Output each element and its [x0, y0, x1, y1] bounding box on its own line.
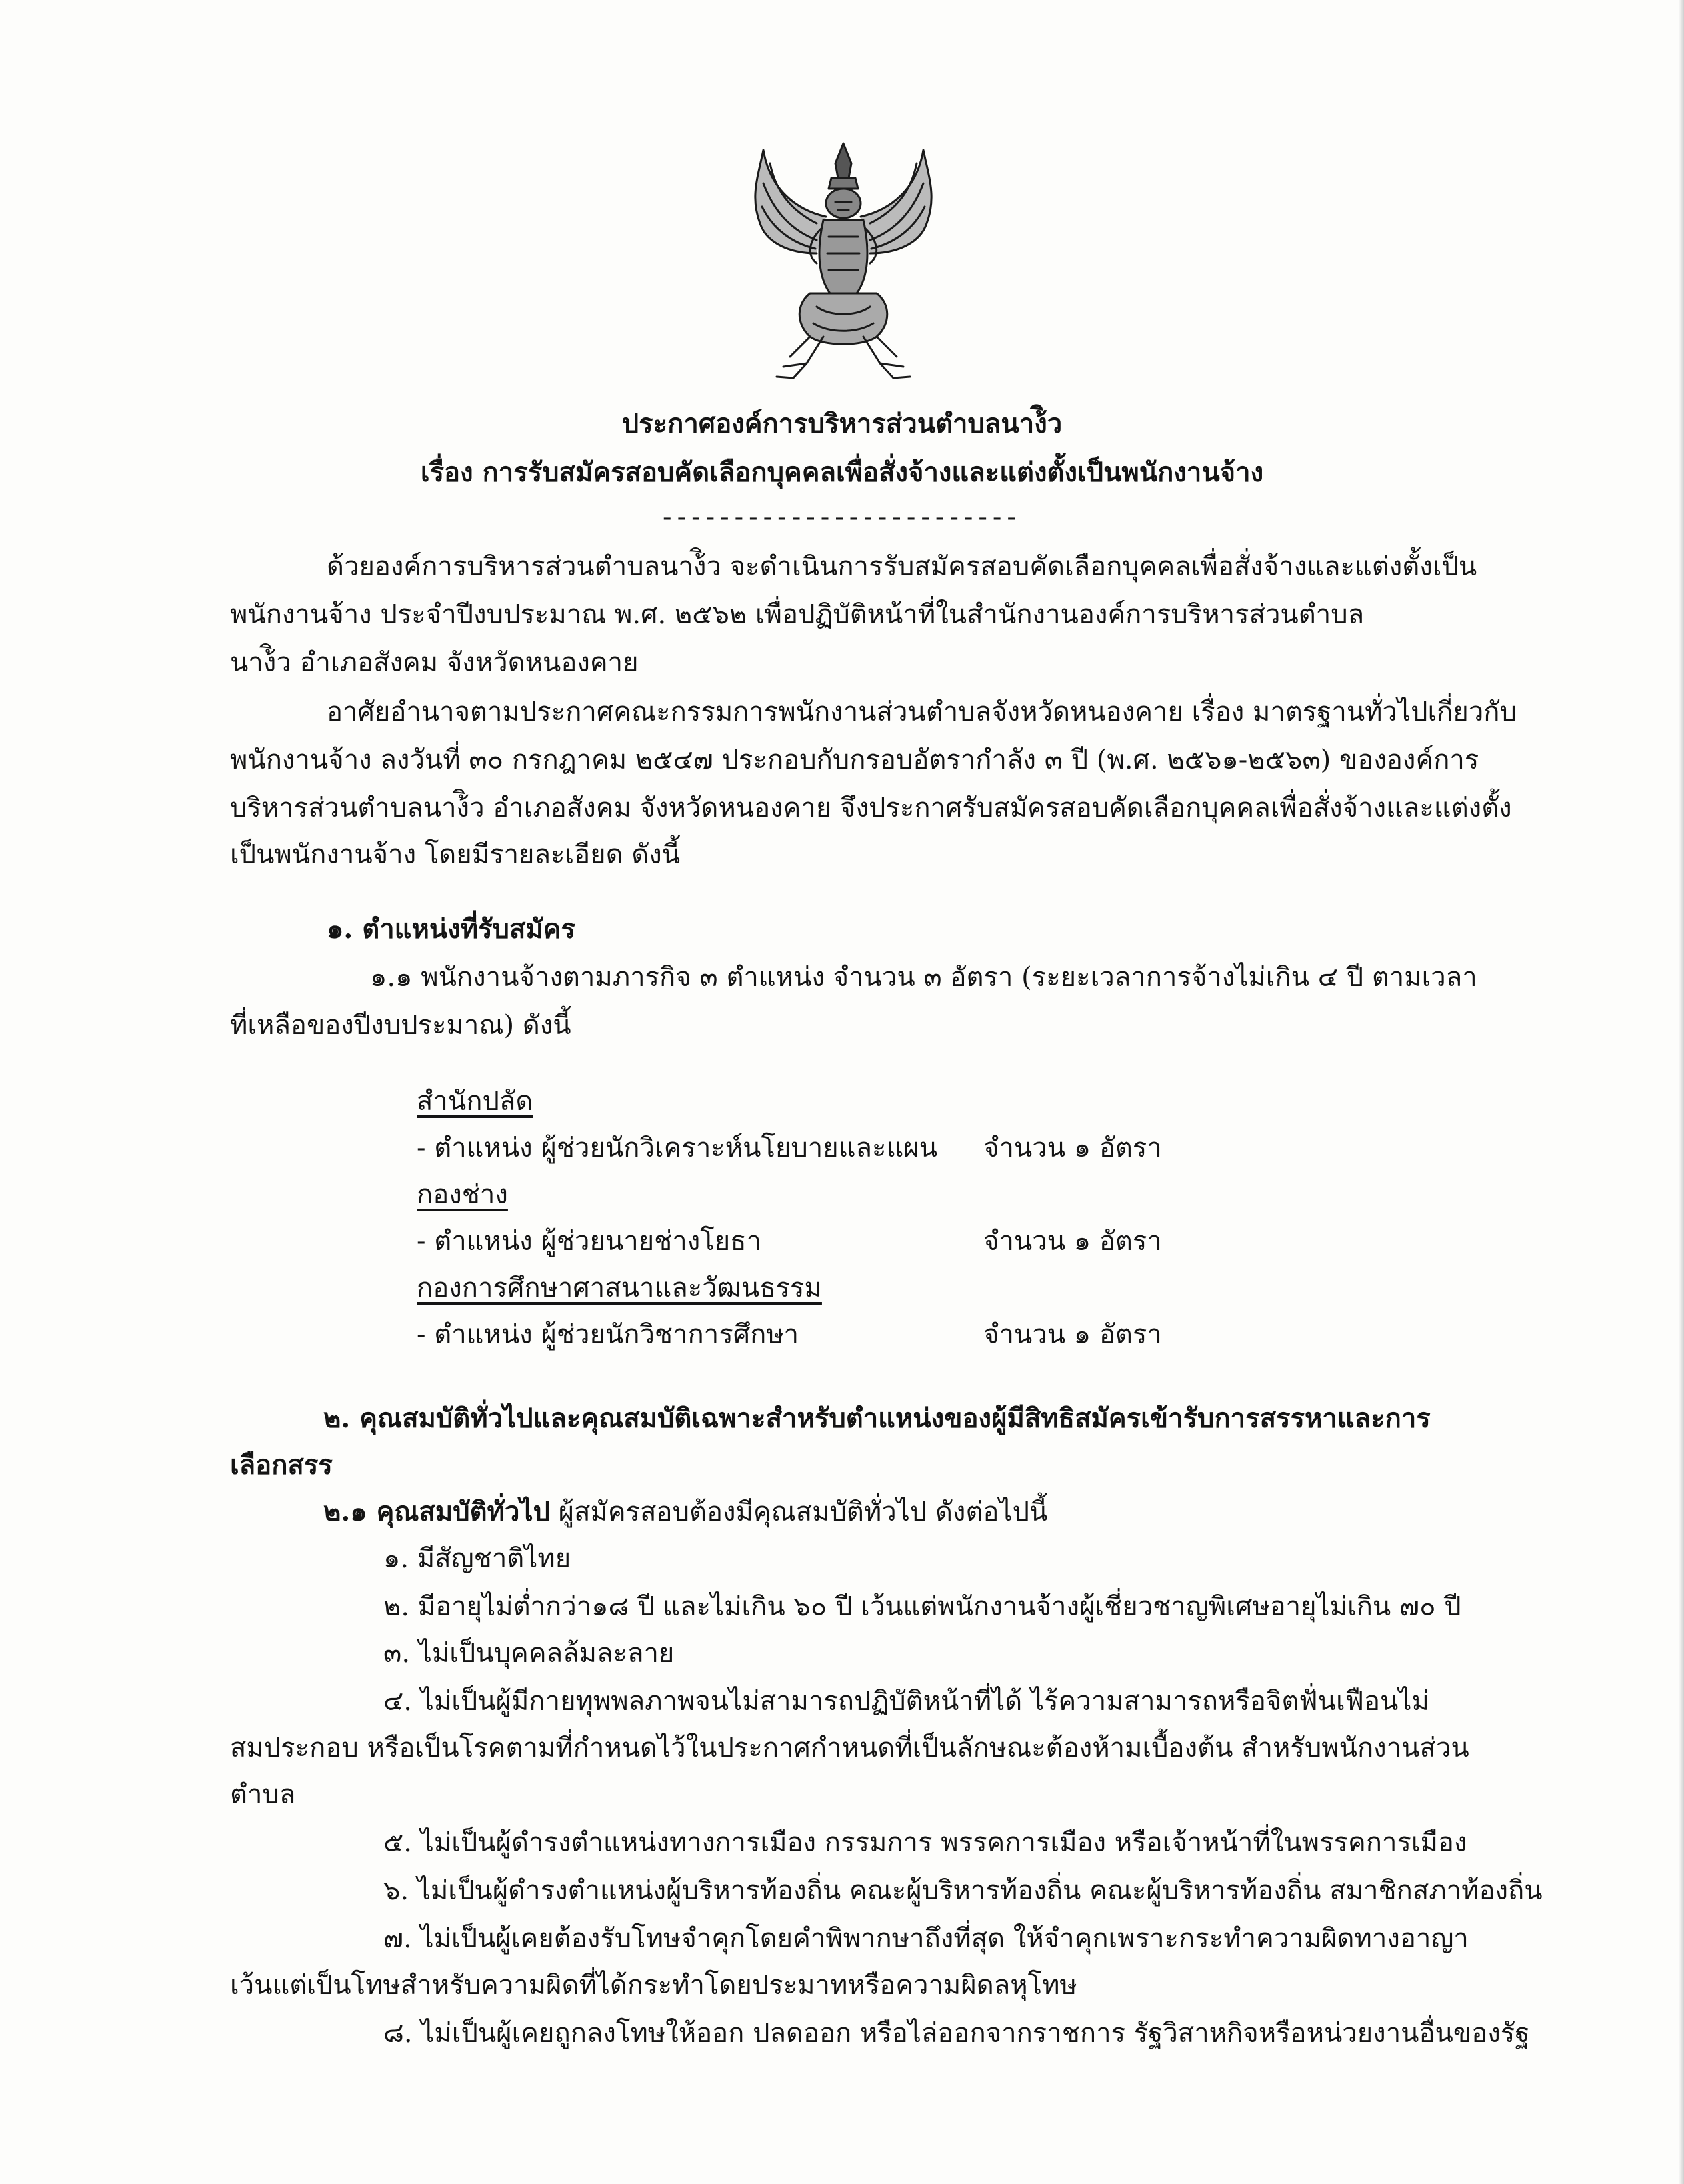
- intro-paragraph-2-line-1: อาศัยอำนาจตามประกาศคณะกรรมการพนักงานส่วนตำบลจังหวัดหนองคาย เรื่อง มาตรฐานทั่วไปเกี่ยวกับ: [327, 697, 1517, 727]
- department-name: สำนักปลัด: [417, 1086, 533, 1117]
- qualification-item-continued: เว้นแต่เป็นโทษสำหรับความผิดที่ได้กระทำโดยประมาทหรือความผิดลหุโทษ: [230, 1970, 1077, 2001]
- department-name: กองการศึกษาศาสนาและวัฒนธรรม: [417, 1273, 822, 1303]
- qualification-item: ๗. ไม่เป็นผู้เคยต้องรับโทษจำคุกโดยคำพิพากษาถึงที่สุด ให้จำคุกเพราะกระทำความผิดทางอาญา: [383, 1923, 1469, 1954]
- section-2-1-intro: ผู้สมัครสอบต้องมีคุณสมบัติทั่วไป ดังต่อไปนี้: [549, 1497, 1048, 1527]
- section-1-heading: ๑. ตำแหน่งที่รับสมัคร: [327, 913, 575, 945]
- section-2-1-heading: ๒.๑ คุณสมบัติทั่วไป: [323, 1496, 550, 1527]
- announcement-subject: เรื่อง การรับสมัครสอบคัดเลือกบุคคลเพื่อสั่งจ้างและแต่งตั้งเป็นพนักงานจ้าง: [420, 457, 1264, 488]
- position-count: จำนวน ๑ อัตรา: [983, 1319, 1162, 1350]
- scan-edge-shadow: [1679, 0, 1684, 2184]
- position-count: จำนวน ๑ อัตรา: [983, 1133, 1162, 1163]
- section-1-1-line-2: ที่เหลือของปีงบประมาณ) ดังนี้: [230, 1010, 571, 1041]
- qualification-item-continued: ตำบล: [230, 1779, 296, 1810]
- section-1-1-line-1: ๑.๑ พนักงานจ้างตามภารกิจ ๓ ตำแหน่ง จำนวน ๓ อัตรา (ระยะเวลาการจ้างไม่เกิน ๔ ปี ตามเวลา: [370, 962, 1477, 993]
- garuda-emblem-icon: [743, 137, 943, 393]
- title-divider: -------------------------: [663, 502, 1021, 533]
- position-title: - ตำแหน่ง ผู้ช่วยนักวิเคราะห์นโยบายและแผน: [417, 1133, 938, 1163]
- qualification-item: ๖. ไม่เป็นผู้ดำรงตำแหน่งผู้บริหารท้องถิ่น คณะผู้บริหารท้องถิ่น คณะผู้บริหารท้องถิ่น สมาชิกสภาท้องถิ่น: [383, 1875, 1543, 1906]
- qualification-item: ๓. ไม่เป็นบุคคลล้มละลาย: [383, 1638, 675, 1669]
- qualification-item: ๒. มีอายุไม่ต่ำกว่า๑๘ ปี และไม่เกิน ๖๐ ปี เว้นแต่พนักงานจ้างผู้เชี่ยวชาญพิเศษอายุไม่เกิน ๗๐ ปี: [383, 1591, 1461, 1622]
- intro-paragraph-1-line-2: พนักงานจ้าง ประจำปีงบประมาณ พ.ศ. ๒๕๖๒ เพื่อปฏิบัติหน้าที่ในสำนักงานองค์การบริหารส่วนตำบล: [230, 599, 1365, 630]
- position-title: - ตำแหน่ง ผู้ช่วยนักวิชาการศึกษา: [417, 1319, 799, 1350]
- section-2-heading-line-2: เลือกสรร: [230, 1449, 333, 1481]
- announcement-title: ประกาศองค์การบริหารส่วนตำบลนาง้ิว: [621, 408, 1063, 439]
- department-name: กองช่าง: [417, 1179, 508, 1210]
- intro-paragraph-1-line-1: ด้วยองค์การบริหารส่วนตำบลนาง้ิว จะดำเนินการรับสมัครสอบคัดเลือกบุคคลเพื่อสั่งจ้างและแต่งตั้งเป็น: [327, 551, 1477, 582]
- intro-paragraph-2-line-3: บริหารส่วนตำบลนาง้ิว อำเภอสังคม จังหวัดหนองคาย จึงประกาศรับสมัครสอบคัดเลือกบุคคลเพื่อสั่งจ้างและแต่งตั้ง: [230, 793, 1512, 823]
- qualification-item-continued: สมประกอบ หรือเป็นโรคตามที่กำหนดไว้ในประกาศกำหนดที่เป็นลักษณะต้องห้ามเบื้องต้น สำหรับพนักงานส่วน: [230, 1733, 1469, 1763]
- position-title: - ตำแหน่ง ผู้ช่วยนายช่างโยธา: [417, 1226, 762, 1257]
- qualification-item: ๘. ไม่เป็นผู้เคยถูกลงโทษให้ออก ปลดออก หรือไล่ออกจากราชการ รัฐวิสาหกิจหรือหน่วยงานอื่นของรัฐ: [383, 2018, 1530, 2049]
- qualification-item: ๕. ไม่เป็นผู้ดำรงตำแหน่งทางการเมือง กรรมการ พรรคการเมือง หรือเจ้าหน้าที่ในพรรคการเมือง: [383, 1827, 1467, 1858]
- position-count: จำนวน ๑ อัตรา: [983, 1226, 1162, 1257]
- intro-paragraph-2-line-2: พนักงานจ้าง ลงวันที่ ๓๐ กรกฎาคม ๒๕๔๗ ประกอบกับกรอบอัตรากำลัง ๓ ปี (พ.ศ. ๒๕๖๑-๒๕๖๓) ขององค์การ: [230, 745, 1479, 775]
- qualification-item: ๔. ไม่เป็นผู้มีกายทุพพลภาพจนไม่สามารถปฏิบัติหน้าที่ได้ ไร้ความสามารถหรือจิตฟั่นเฟือนไม่: [383, 1686, 1429, 1717]
- qualification-item: ๑. มีสัญชาติไทย: [383, 1543, 571, 1574]
- intro-paragraph-2-line-4: เป็นพนักงานจ้าง โดยมีรายละเอียด ดังนี้: [230, 839, 681, 870]
- section-2-heading-line-1: ๒. คุณสมบัติทั่วไปและคุณสมบัติเฉพาะสำหรับตำแหน่งของผู้มีสิทธิสมัครเข้ารับการสรรหาและการ: [323, 1403, 1431, 1434]
- intro-paragraph-1-line-3: นาง้ิว อำเภอสังคม จังหวัดหนองคาย: [230, 647, 639, 678]
